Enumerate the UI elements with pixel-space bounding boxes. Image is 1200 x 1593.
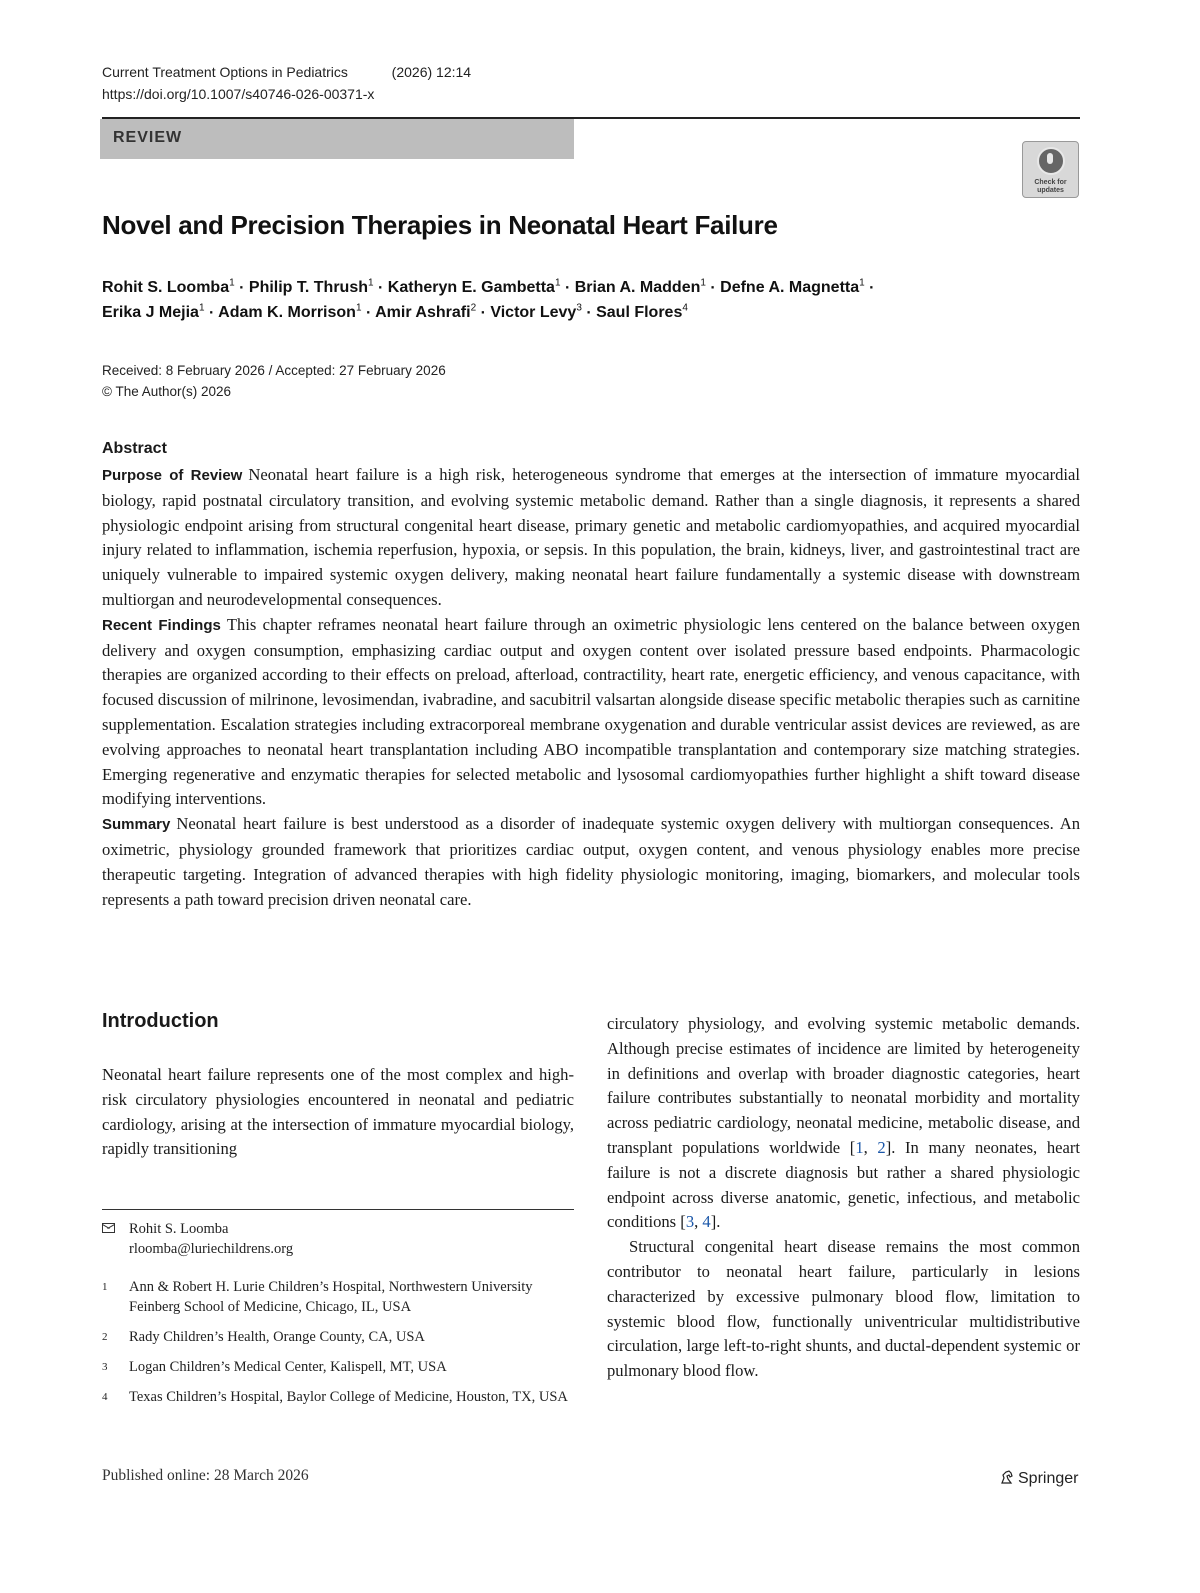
journal-issue: (2026) 12:14 — [391, 64, 472, 80]
citation-link[interactable]: 4 — [702, 1212, 711, 1232]
publisher-name: Springer — [1018, 1470, 1079, 1487]
introduction-heading: Introduction — [102, 1010, 219, 1032]
citation-link[interactable]: 3 — [685, 1212, 695, 1232]
author[interactable]: Amir Ashrafi$^2$ — [375, 303, 477, 322]
abstract-body — [102, 463, 1080, 912]
journal-name — [102, 64, 471, 80]
intro-left-column — [102, 1063, 574, 1162]
affiliation-item: 1 Ann & Robert H. Lurie Children’s Hospital, Northwestern University Feinberg School of Medicine, Chicago, IL, USA — [102, 1279, 533, 1315]
intro-paragraph: circulatory physiology, and evolving systemic metabolic demands. Although precise estimates of incidence are limited by heterogeneity in definitions and overlap with broader diagnostic categories, heart failure contributes substantially to neonatal morbidity and mortality across pediatric cardiology, neonatal medicine, metabolic disease, and transplant populations worldwide [1, 2]. In many neonates, heart failure is not a discrete diagnosis but rather a shared physiologic endpoint across diverse anatomic, genetic, infectious, and metabolic conditions [3, 4]. — [607, 1014, 1081, 1232]
citation-link[interactable]: 2 — [877, 1137, 886, 1157]
abstract-summary — [102, 812, 1080, 912]
corresponding-email[interactable]: rloomba@luriechildrens.org — [129, 1241, 294, 1257]
published-online-date: Published online: 28 March 2026 — [102, 1467, 309, 1484]
envelope-icon[interactable] — [102, 1223, 115, 1233]
copyright-line: © The Author(s) 2026 — [102, 384, 232, 399]
journal-title: Current Treatment Options in Pediatrics — [102, 64, 348, 80]
summary-text: Neonatal heart failure is best understood as a disorder of inadequate systemic oxygen delivery with multiorgan consequences. An oximetric, physiology grounded framework that prioritizes cardiac output, oxygen content, and venous physiology enables more precise therapeutic targeting. Integration of advanced therapies with high fidelity physiologic monitoring, imaging, biomarkers, and molecular tools represents a path toward precision driven neonatal care. — [102, 814, 1080, 909]
author[interactable]: Katheryn E. Gambetta$^1$ — [387, 278, 561, 297]
author[interactable]: Brian A. Madden$^1$ — [574, 278, 706, 297]
summary-label: Summary — [102, 816, 171, 834]
affiliation-item: 4 Texas Children’s Hospital, Baylor College of Medicine, Houston, TX, USA — [102, 1389, 568, 1405]
author[interactable]: Victor Levy$^3$ — [490, 303, 582, 322]
check-for-updates-badge[interactable] — [1022, 141, 1079, 198]
purpose-label: Purpose of Review — [102, 467, 243, 484]
abstract-heading: Abstract — [102, 440, 167, 457]
abstract-purpose — [102, 463, 1080, 613]
author[interactable]: Saul Flores$^4$ — [596, 303, 688, 322]
corresponding-name: Rohit S. Loomba — [129, 1221, 229, 1237]
corresponding-author — [102, 1219, 574, 1259]
bookmark-icon — [1037, 147, 1065, 175]
intro-right-column — [607, 1012, 1080, 1384]
author[interactable]: Philip T. Thrush$^1$ — [248, 278, 374, 297]
intro-paragraph: Neonatal heart failure represents one of the most complex and high-risk circulatory physiologies encountered in neonatal and pediatric cardiology, arising at the intersection of immature myocardial biology, rapidly transitioning — [102, 1065, 574, 1159]
article-title: Novel and Precision Therapies in Neonatal Heart Failure — [102, 210, 778, 240]
abstract-findings — [102, 613, 1080, 812]
badge-text-line1: Check for — [1034, 179, 1067, 186]
author[interactable]: Adam K. Morrison$^1$ — [218, 303, 362, 322]
intro-paragraph: Structural congenital heart disease remains the most common contributor to neonatal heart failure, particularly in lesions characterized by excessive pulmonary blood flow, limitation to systemic blood flow, functionally univentricular multidistributive circulation, large left-to-right shunts, and ductal-dependent systemic or pulmonary blood flow. — [607, 1237, 1080, 1381]
author[interactable]: Rohit S. Loomba$^1$ — [102, 278, 235, 297]
purpose-text: Neonatal heart failure is a high risk, heterogeneous syndrome that emerges at the intersection of immature myocardial biology, rapid postnatal circulatory transition, and evolving systemic metabolic demand. Rather than a single diagnosis, it represents a shared physiologic endpoint arising from structural congenital heart disease, primary genetic and metabolic cardiomyopathies, and acquired myocardial injury related to inflammation, ischemia reperfusion, hypoxia, or sepsis. In this population, the brain, kidneys, liver, and gastrointestinal tract are uniquely vulnerable to impaired systemic oxygen delivery, making neonatal heart failure fundamentally a systemic disease with downstream multiorgan and neurodevelopmental consequences. — [102, 465, 1080, 609]
footnote-rule — [102, 1209, 574, 1210]
author-list-line2: Erika J Mejia$^1$ · Adam K. Morrison$^1$ · Amir Ashrafi$^2$ · Victor Levy$^3$ · Saul Flores$^4$ — [102, 303, 688, 322]
author[interactable]: Erika J Mejia$^1$ — [102, 303, 205, 322]
citation-link[interactable]: 1 — [855, 1137, 864, 1157]
findings-text: This chapter reframes neonatal heart failure through an oximetric physiologic lens centered on the balance between oxygen delivery and oxygen consumption, emphasizing cardiac output and oxygen content over isolated pressure based endpoints. Pharmacologic therapies are organized according to their effects on preload, afterload, contractility, heart rate, energetic efficiency, and venous capacitance, with focused discussion of milrinone, levosimendan, ivabradine, and sacubitril valsartan alongside disease specific metabolic therapies such as carnitine supplementation. Escalation strategies including extracorporeal membrane oxygenation and durable ventricular assist devices are reviewed, as are evolving approaches to neonatal heart transplantation including ABO incompatible transplantation and contemporary size matching strategies. Emerging regenerative and enzymatic therapies for selected metabolic and lysosomal cardiomyopathies further highlight a shift toward disease modifying interventions. — [102, 614, 1080, 809]
corresponding-author-block — [129, 1219, 574, 1259]
article-type-bar — [100, 119, 574, 159]
springer-horse-icon — [999, 1469, 1015, 1485]
findings-label: Recent Findings — [102, 616, 221, 634]
affiliation-item: 2 Rady Children’s Health, Orange County, CA, USA — [102, 1329, 425, 1345]
doi-link[interactable]: https://doi.org/10.1007/s40746-026-00371-x — [102, 86, 375, 102]
author-list-line1: Rohit S. Loomba$^1$ · Philip T. Thrush$^1$ · Katheryn E. Gambetta$^1$ · Brian A. Madden$^1$ · Defne A. Magnetta$^1$ · — [102, 278, 875, 297]
publisher-logo — [999, 1469, 1078, 1488]
received-accepted-dates: Received: 8 February 2026 / Accepted: 27 February 2026 — [102, 363, 446, 378]
badge-text-line2: updates — [1037, 187, 1064, 194]
author[interactable]: Defne A. Magnetta$^1$ — [720, 278, 865, 297]
affiliation-item: 3 Logan Children’s Medical Center, Kalispell, MT, USA — [102, 1359, 447, 1375]
article-type-label: REVIEW — [113, 129, 183, 146]
